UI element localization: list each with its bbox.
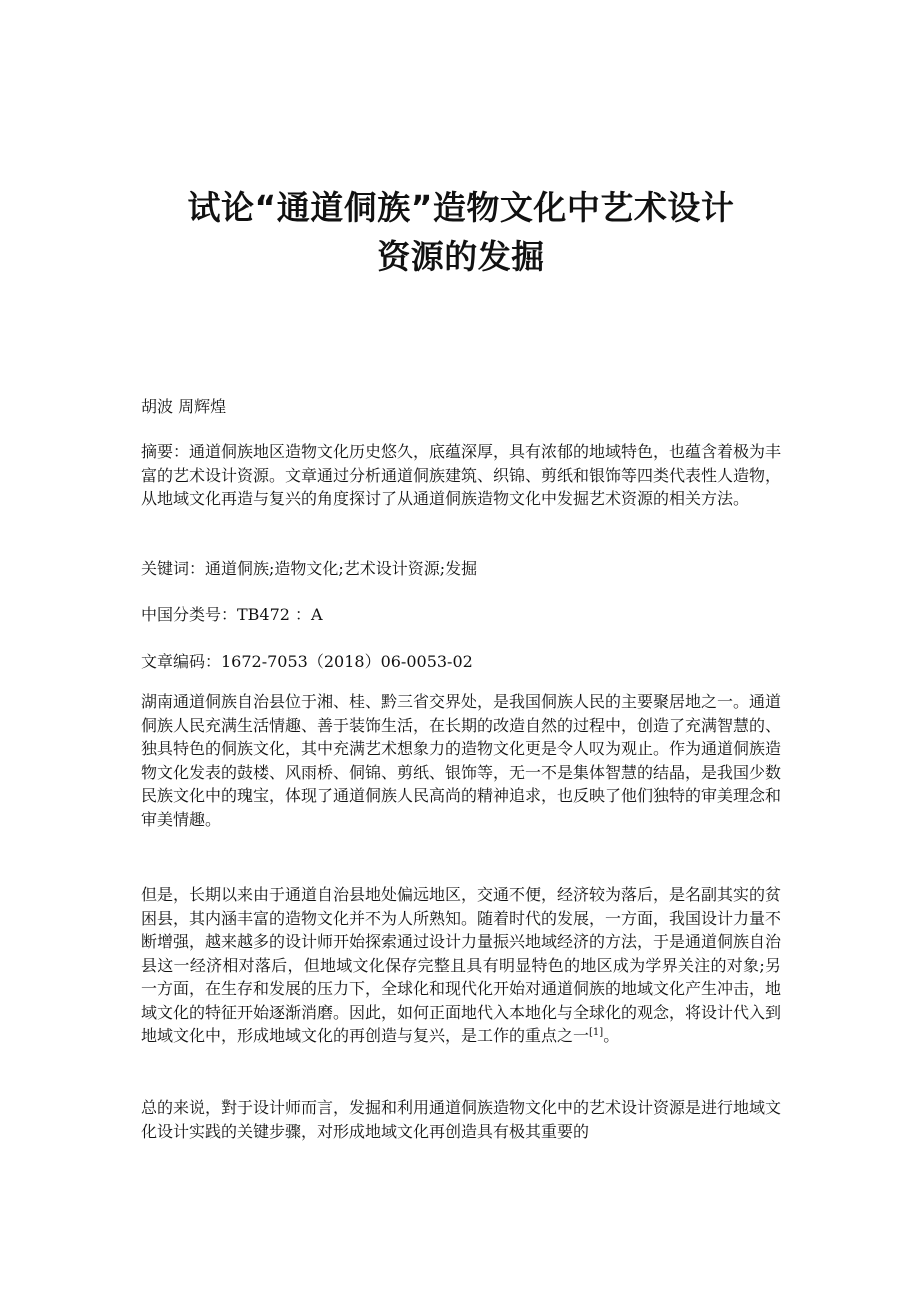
body-paragraph-2-end: 。 [603,1026,620,1045]
body-paragraph-2 [141,883,781,1048]
citation-reference: [1] [589,1027,604,1038]
article-number: 文章编码：1672-7053（2018）06-0053-02 [141,652,473,671]
paper-title [141,183,781,281]
class-number: 中国分类号：TB472 ：A [141,605,323,624]
body-paragraph-2-text: 但是，长期以来由于通道自治县地处偏远地区，交通不便，经济较为落后，是名副其实的贫困县，其内涵丰富的造物文化并不为人所熟知。随着时代的发展，一方面，我国设计力量不断增强，越来越多的设计师开始探索通过设计力量振兴地域经济的方法，于是通道侗族自治县这一经济相对落后，但地域文化保存完整且具有明显特色的地区成为学界关注的对象;另一方面，在生存和发展的压力下，全球化和现代化开始对通道侗族的地域文化产生冲击，地域文化的特征开始逐渐消磨。因此，如何正面地代入本地化与全球化的观念，将设计代入到地域文化中，形成地域文化的再创造与复兴，是工作的重点之一 [141,885,782,1045]
abstract: 摘要：通道侗族地区造物文化历史悠久，底蕴深厚，具有浓郁的地域特色，也蕴含着极为丰富的艺术设计资源。文章通过分析通道侗族建筑、织锦、剪纸和银饰等四类代表性人造物，从地域文化再造与复兴的角度探讨了从通道侗族造物文化中发掘艺术资源的相关方法。 [141,442,782,508]
paper-title-line-2: 资源的发掘 [377,237,545,276]
keywords: 关键词：通道侗族;造物文化;艺术设计资源;发掘 [141,559,478,578]
body-paragraph-3: 总的来说，對于设计师而言，发掘和利用通道侗族造物文化中的艺术设计资源是进行地域文化设计实践的关键步骤，对形成地域文化再创造具有极其重要的 [141,1098,782,1141]
authors: 胡波 周辉煌 [141,397,227,416]
paper-title-line-1: 试论“通道侗族”造物文化中艺术设计 [187,188,735,227]
body-paragraph-1: 湖南通道侗族自治县位于湘、桂、黔三省交界处，是我国侗族人民的主要聚居地之一。通道侗族人民充满生活情趣、善于装饰生活，在长期的改造自然的过程中，创造了充满智慧的、独具特色的侗族文化，其中充满艺术想象力的造物文化更是令人叹为观止。作为通道侗族造物文化发表的鼓楼、风雨桥、侗锦、剪纸、银饰等，无一不是集体智慧的结晶，是我国少数民族文化中的瑰宝，体现了通道侗族人民高尚的精神追求，也反映了他们独特的审美理念和审美情趣。 [141,692,782,829]
